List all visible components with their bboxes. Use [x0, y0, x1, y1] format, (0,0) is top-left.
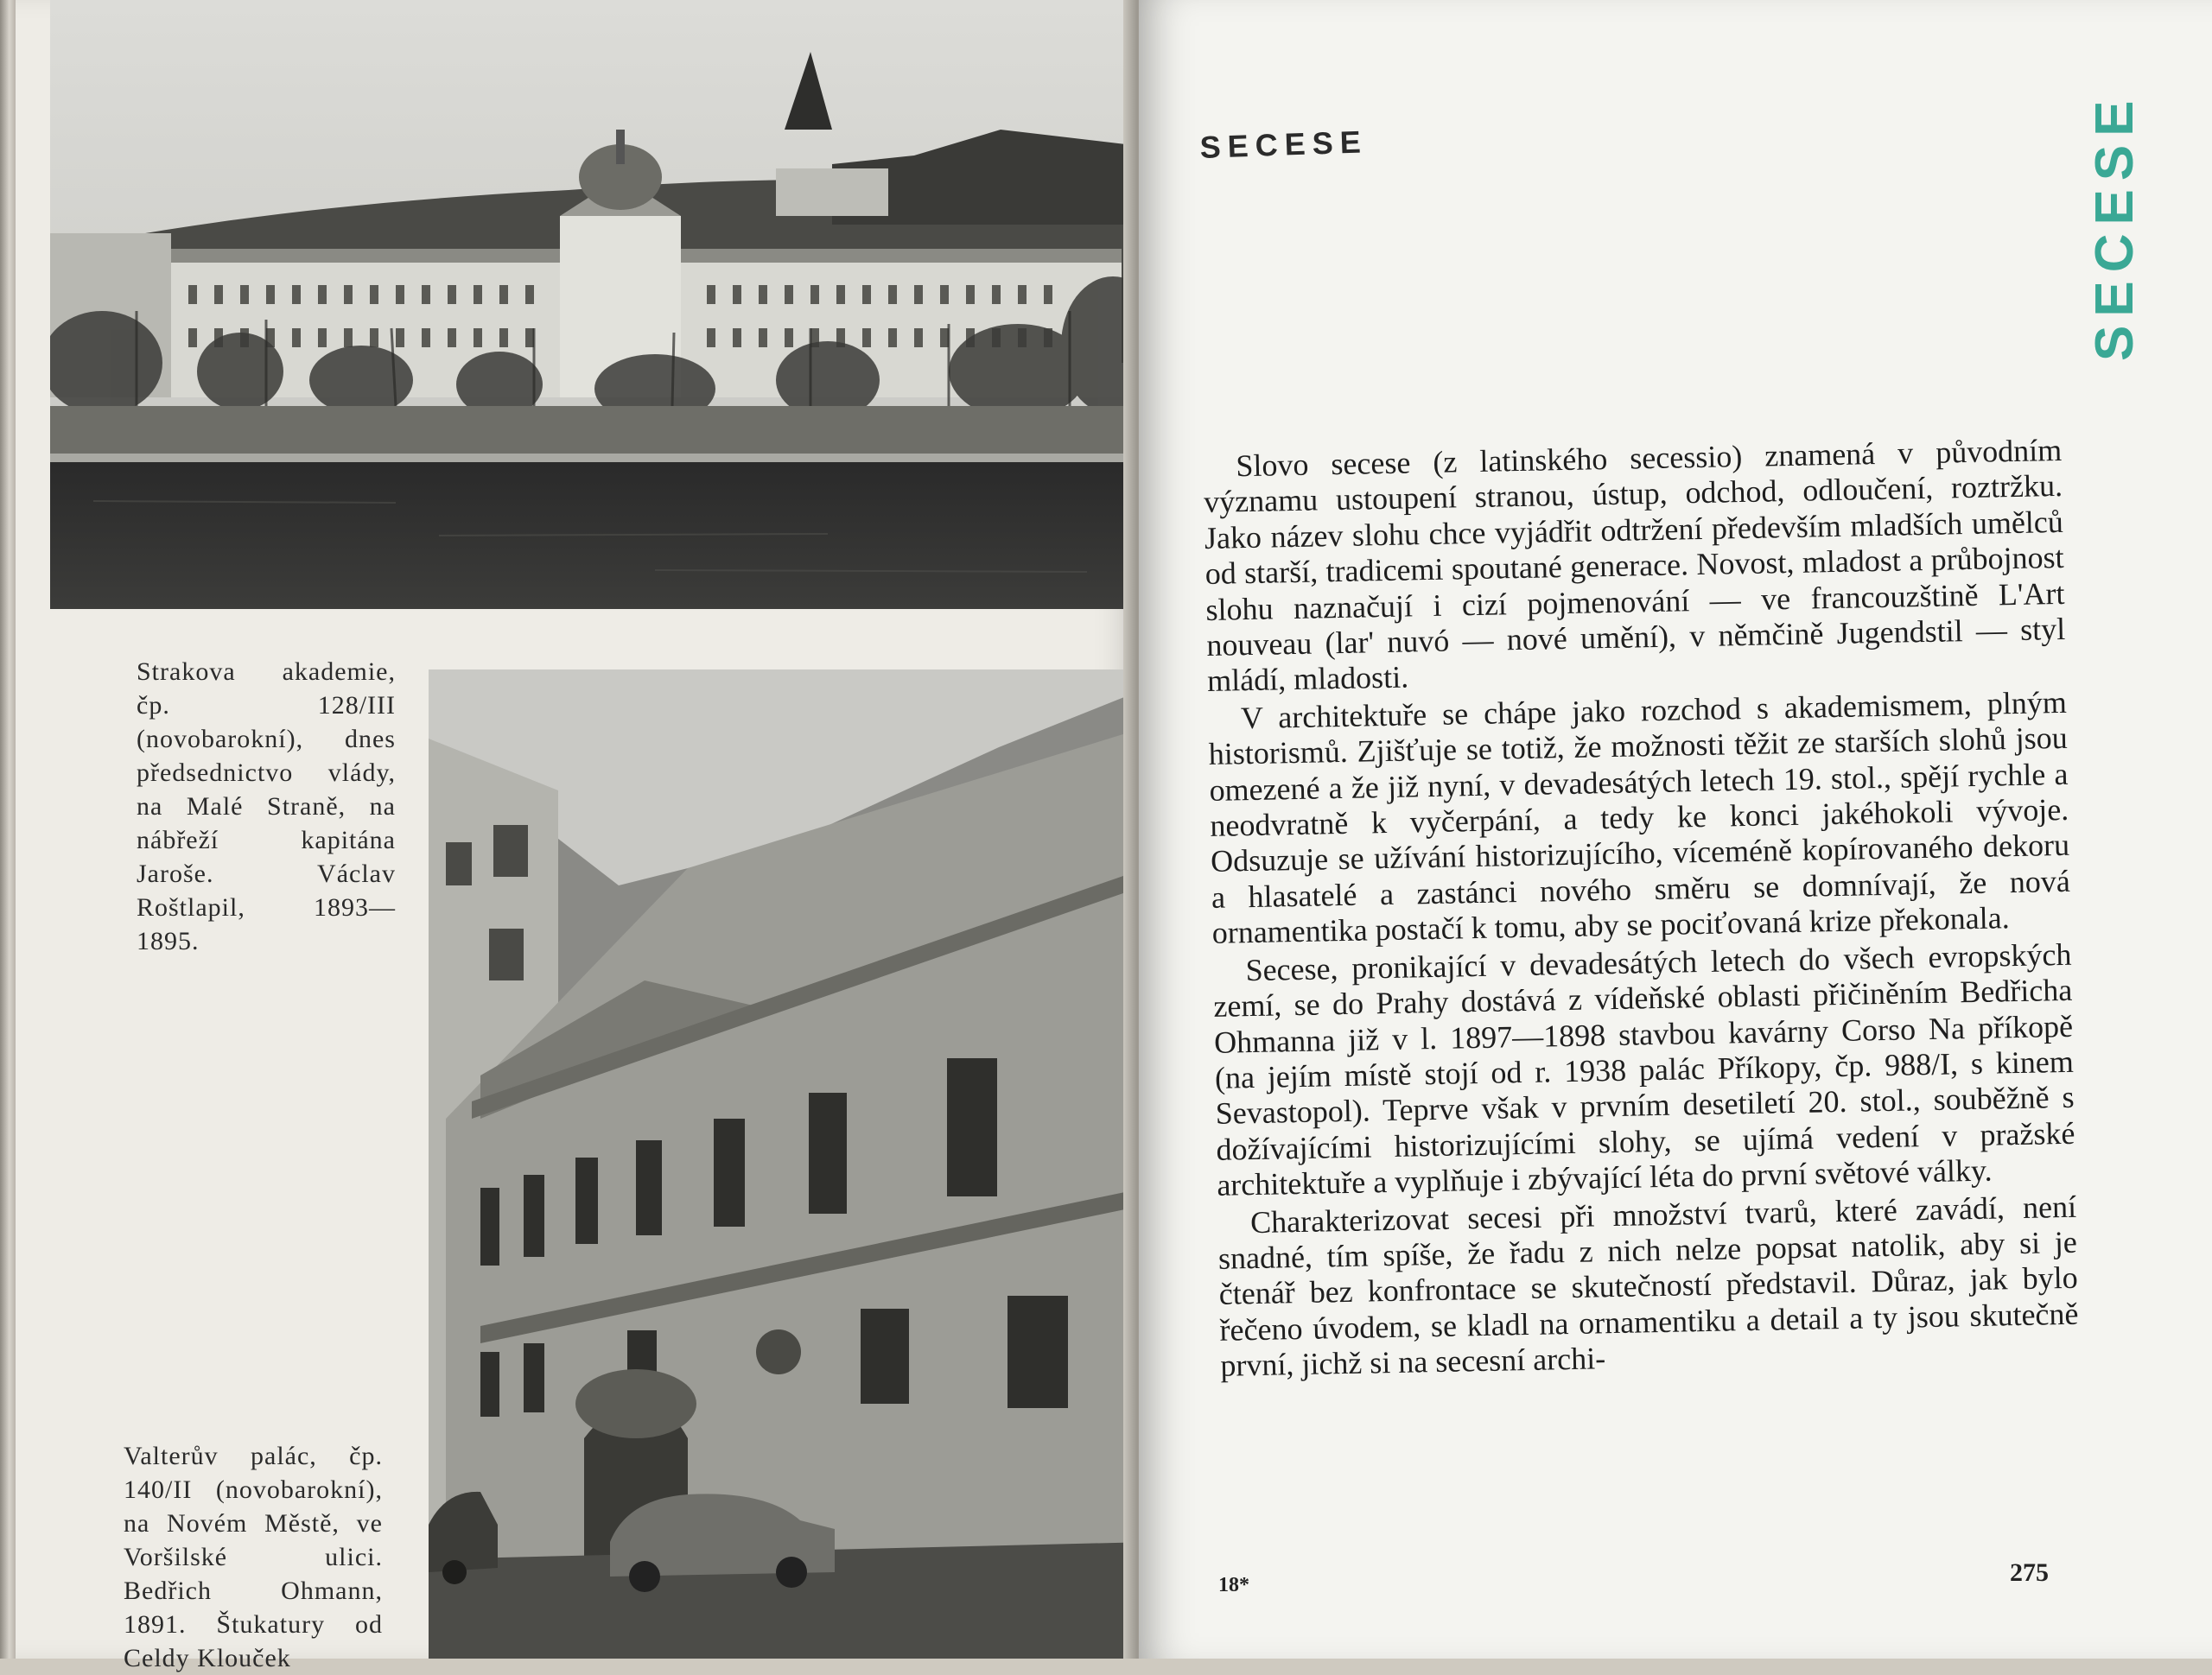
page-number: 275	[2010, 1558, 2049, 1587]
signature-mark: 18*	[1218, 1574, 1249, 1596]
side-tab-label: SECESE	[2085, 92, 2145, 361]
photo-valteruv-palac	[429, 669, 1150, 1659]
paragraph: Secese, pronikající v devadesátých letech do všech evropských zemí, se do Prahy dostává z vídeňské oblasti přičiněním Bedřicha Ohmanna již v l. 1897—1898 stavbou kavárny Corso Na příkopě (na jejím místě stojí od r. 1938 palác Příkopy, čp. 988/I, s kinem Sevastopol). Teprve však v prvním desetiletí 20. stol., souběžně s dožívajícími historizujícími slohy, se ujímá vedení v pražské architektuře a vyplňuje i zbývající léta do první světové války.	[1213, 936, 2075, 1202]
left-page	[16, 0, 1139, 1672]
paragraph: Charakterizovat secesi při množství tvarů, které zavádí, není snadné, tím spíše, že řadu z nich nelze popsat natolik, aby si je čtenář bez konfrontace se skutečností představil. Důraz, jak bylo řečeno úvodem, se kladl na ornamentiku a detail a ty jsou skutečně první, jichž si na secesní archi-	[1217, 1189, 2079, 1383]
book-edge	[0, 0, 16, 1659]
caption-valteruv-palac: Valterův palác, čp. 140/II (novobarokní), na Novém Městě, ve Voršilské ulici. Bedřich Ohmann, 1891. Štukatury od Celdy Klouček	[124, 1442, 383, 1672]
paragraph: Slovo secese (z latinského secessio) znamená v původním významu ustoupení stranou, ústup, odchod, odloučení, roztržku. Jako název slohu chce vyjádřit odtržení především mladších umělců od starší, tradicemi spoutané generace. Novost, mladost a průbojnost slohu naznačují i cizí pojmenování — ve francouzštině L'Art nouveau (lar' nuvó — nové umění), v němčině Jugendstil — styl mládí, mladosti.	[1203, 432, 2066, 699]
photo-strakova-akademie	[50, 0, 1147, 609]
caption-strakova-akademie: Strakova akademie, čp. 128/III (novobarokní), dnes předsednictvo vlády, na Malé Straně, na nábřeží kapitána Jaroše. Václav Roštlapil, 1893—1895.	[137, 657, 396, 955]
section-heading: SECESE	[1199, 124, 1369, 165]
body-text	[1203, 433, 2080, 1384]
paragraph: V architektuře se chápe jako rozchod s akademismem, plným historismů. Zjišťuje se totiž, že možnosti těžit ze starších slohů jsou omezené a že již nyní, v devadesátých letech 19. stol., spějí rychle a neodvratně k vyčerpání, a tedy ke konci jakéhokoli vývoje. Odsuzuje se užívání historizujícího, víceméně kopírovaného dekoru a hlasatelé a zastánci nového směru se domnívají, že nová ornamentika postačí k tomu, aby se pociťovaná krize překonala.	[1208, 684, 2071, 951]
